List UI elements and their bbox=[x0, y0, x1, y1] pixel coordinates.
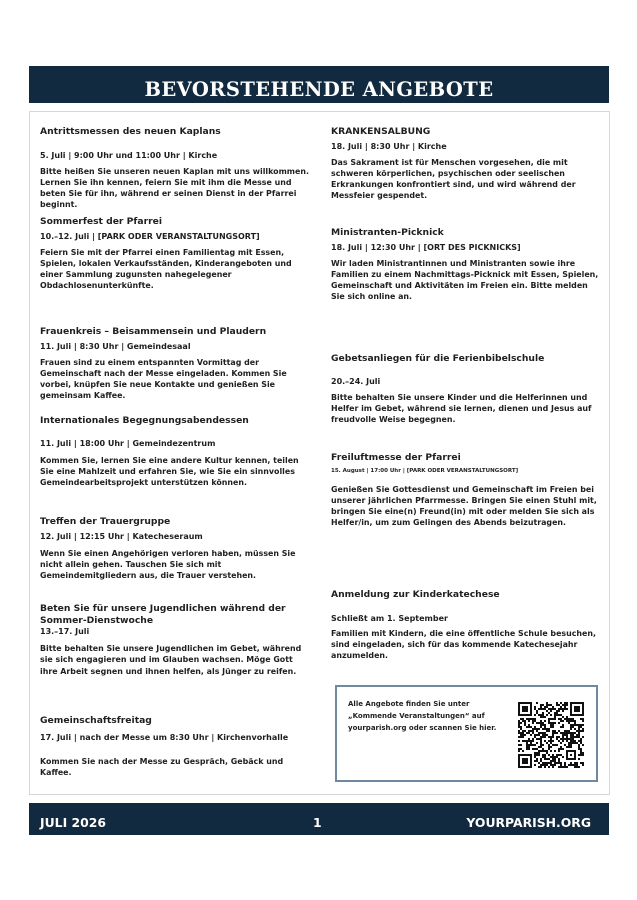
event-title: Treffen der Trauergruppe bbox=[40, 516, 171, 527]
event-item bbox=[331, 227, 603, 303]
event-title: Anmeldung zur Kinderkatechese bbox=[331, 589, 500, 600]
event-title: Sommerfest der Pfarrei bbox=[40, 216, 163, 227]
event-item bbox=[40, 715, 312, 778]
event-meta: 15. August | 17:00 Uhr | [PARK ODER VERANSTALTUNGSORT] bbox=[331, 467, 519, 474]
event-item bbox=[40, 603, 312, 677]
qr-code-icon[interactable] bbox=[518, 702, 584, 768]
page-title: BEVORSTEHENDE ANGEBOTE bbox=[144, 78, 494, 101]
event-body: Frauen sind zu einem entspannten Vormittag der Gemeinschaft nach der Messe eingeladen. Kommen Sie vorbei, knüpfen Sie neue Kontakte und genießen Sie gemeinsam Kaffee. bbox=[40, 357, 287, 401]
event-title: Internationales Begegnungsabendessen bbox=[40, 415, 249, 426]
event-title: Antrittsmessen des neuen Kaplans bbox=[40, 126, 221, 137]
page-title-banner bbox=[29, 66, 609, 103]
event-body: Bitte behalten Sie unsere Jugendlichen im Gebet, während sie sich engagieren und im Glauben wachsen. Möge Gott ihre Arbeit segnen und ihnen helfen, als Jünger zu reifen. bbox=[40, 644, 302, 676]
event-item bbox=[331, 589, 603, 661]
event-item bbox=[331, 353, 603, 425]
event-meta: 18. Juli | 8:30 Uhr | Kirche bbox=[331, 141, 447, 151]
event-body: Wenn Sie einen Angehörigen verloren haben, müssen Sie nicht allein gehen. Tauschen Sie sich mit Gemeindemitgliedern aus, die Trauer verstehen. bbox=[40, 548, 296, 581]
event-meta: 20.–24. Juli bbox=[331, 376, 381, 386]
event-item bbox=[40, 326, 312, 402]
event-meta: 11. Juli | 18:00 Uhr | Gemeindezentrum bbox=[40, 438, 216, 448]
event-meta: 5. Juli | 9:00 Uhr und 11:00 Uhr | Kirche bbox=[40, 150, 218, 160]
footer-website-link[interactable]: YOURPARISH.ORG bbox=[466, 815, 591, 830]
event-item bbox=[40, 126, 312, 211]
event-meta: Schließt am 1. September bbox=[331, 613, 448, 623]
qr-info-box bbox=[335, 685, 598, 782]
event-title: Freiluftmesse der Pfarrei bbox=[331, 452, 461, 463]
event-item bbox=[331, 452, 603, 529]
event-body: Familien mit Kindern, die eine öffentliche Schule besuchen, sind eingeladen, sich für das kommende Katechesejahr anzumelden. bbox=[331, 628, 596, 661]
event-body: Genießen Sie Gottesdienst und Gemeinschaft im Freien bei unserer jährlichen Pfarrmesse. Bringen Sie einen Stuhl mit, bringen Sie eine(n) Freund(in) mit oder melden Sie sich als Helfer/in, um zum Gelingen des Abends beizutragen. bbox=[331, 484, 597, 528]
event-title: KRANKENSALBUNG bbox=[331, 126, 431, 137]
footer-date: JULI 2026 bbox=[40, 815, 106, 830]
event-meta: 13.–17. Juli bbox=[40, 627, 90, 637]
event-item bbox=[40, 516, 312, 581]
event-meta: 10.–12. Juli | [PARK ODER VERANSTALTUNGSORT] bbox=[40, 231, 260, 241]
event-meta: 11. Juli | 8:30 Uhr | Gemeindesaal bbox=[40, 341, 191, 351]
event-item bbox=[331, 126, 603, 202]
page-number: 1 bbox=[313, 815, 322, 830]
event-body: Bitte heißen Sie unseren neuen Kaplan mit uns willkommen. Lernen Sie ihn kennen, feiern Sie mit ihm die Messe und beten Sie für ihn, während er seinen Dienst in der Pfarrei beginnt. bbox=[40, 166, 309, 210]
event-title: Frauenkreis – Beisammensein und Plaudern bbox=[40, 326, 267, 337]
event-meta: 18. Juli | 12:30 Uhr | [ORT DES PICKNICKS] bbox=[331, 242, 521, 252]
event-title: Gebetsanliegen für die Ferienbibelschule bbox=[331, 353, 545, 364]
event-meta: 12. Juli | 12:15 Uhr | Katecheseraum bbox=[40, 531, 203, 541]
event-body: Kommen Sie, lernen Sie eine andere Kultur kennen, teilen Sie eine Mahlzeit und erfahren Sie, wie Sie ein sinnvolles Gemeindearbeitsprojekt unterstützen können. bbox=[40, 455, 299, 488]
event-title: Beten Sie für unsere Jugendlichen während der Sommer-Dienstwoche bbox=[40, 603, 286, 626]
footer-bar bbox=[29, 803, 609, 835]
event-body: Das Sakrament ist für Menschen vorgesehen, die mit schweren körperlichen, psychischen oder seelischen Erkrankungen konfrontiert sind, und wird während der Messfeier gespendet. bbox=[331, 157, 576, 201]
event-body: Kommen Sie nach der Messe zu Gespräch, Gebäck und Kaffee. bbox=[40, 756, 284, 777]
event-item bbox=[40, 415, 312, 488]
event-body: Feiern Sie mit der Pfarrei einen Familientag mit Essen, Spielen, lokalen Verkaufsständen, Kinderangeboten und einer Sammlung zugunsten nahegelegener Obdachlosenunterkünfte. bbox=[40, 247, 292, 291]
event-meta: 17. Juli | nach der Messe um 8:30 Uhr | Kirchenvorhalle bbox=[40, 732, 289, 742]
event-body: Wir laden Ministrantinnen und Ministranten sowie ihre Familien zu einem Nachmittags-Picknick mit Essen, Spielen, Gemeinschaft und Aktivitäten im Freien ein. Bitte melden Sie sich online an. bbox=[331, 258, 599, 302]
event-title: Gemeinschaftsfreitag bbox=[40, 715, 152, 726]
qr-info-text: Alle Angebote finden Sie unter „Kommende Veranstaltungen“ auf yourparish.org oder scannen Sie hier. bbox=[348, 700, 497, 732]
event-item bbox=[40, 216, 312, 292]
event-body: Bitte behalten Sie unsere Kinder und die Helferinnen und Helfer im Gebet, während sie lernen, dienen und Jesus auf freudvolle Weise begegnen. bbox=[331, 392, 592, 425]
event-title: Ministranten-Picknick bbox=[331, 227, 444, 238]
